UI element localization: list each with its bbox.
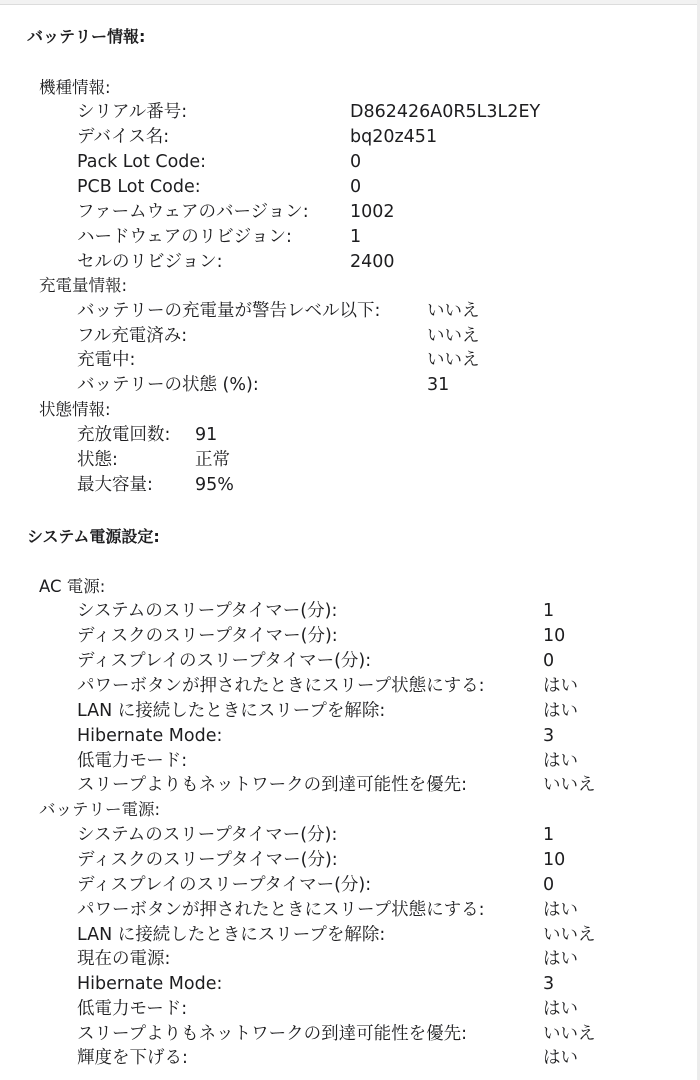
info-label: スリープよりもネットワークの到達可能性を優先: [77, 1024, 468, 1044]
info-value: 1 [543, 601, 555, 621]
info-value: いいえ [427, 301, 480, 321]
info-row-max-capacity [0, 473, 700, 498]
info-row-below-warning-level [0, 299, 700, 324]
info-row-ac-prioritize-network-reachability [0, 773, 700, 798]
ac-power-heading: AC 電源: [39, 577, 106, 596]
info-value: bq20z451 [350, 127, 438, 147]
info-value: はい [543, 949, 578, 969]
info-value: 3 [543, 726, 555, 746]
info-value: 2400 [350, 252, 395, 272]
info-label: ディスプレイのスリープタイマー(分): [77, 875, 372, 895]
info-row-battery-system-sleep-timer [0, 823, 700, 848]
window-top-edge [0, 0, 700, 5]
model-info-heading: 機種情報: [39, 78, 111, 97]
info-row-ac-system-sleep-timer [0, 599, 700, 624]
info-value: はい [543, 900, 578, 920]
info-row-cycle-count [0, 423, 700, 448]
info-label: PCB Lot Code: [77, 177, 201, 197]
info-label: LAN に接続したときにスリープを解除: [77, 925, 386, 945]
power-settings-heading: システム電源設定: [27, 527, 160, 546]
info-row-device-name [0, 125, 700, 150]
info-row-condition [0, 448, 700, 473]
info-row-battery-state-percent [0, 373, 700, 398]
info-row-serial-number [0, 100, 700, 125]
info-value: いいえ [543, 1024, 596, 1044]
info-value: いいえ [427, 326, 480, 346]
info-value: 1002 [350, 202, 395, 222]
info-label: フル充電済み: [77, 326, 188, 346]
info-label: 輝度を下げる: [77, 1048, 188, 1068]
info-row-ac-low-power-mode [0, 749, 700, 774]
info-label: ハードウェアのリビジョン: [77, 227, 292, 247]
info-value: はい [543, 751, 578, 771]
info-row-battery-sleep-on-power-button [0, 898, 700, 923]
info-label: Hibernate Mode: [77, 974, 223, 994]
info-value: 31 [427, 375, 450, 395]
info-label: LAN に接続したときにスリープを解除: [77, 701, 386, 721]
info-value: 95% [195, 475, 234, 495]
info-label: 現在の電源: [77, 949, 171, 969]
info-row-ac-display-sleep-timer [0, 649, 700, 674]
info-value: 0 [543, 651, 555, 671]
info-value: いいえ [543, 925, 596, 945]
info-label: バッテリーの充電量が警告レベル以下: [77, 301, 381, 321]
battery-info-heading: バッテリー情報: [27, 27, 146, 46]
info-value: 3 [543, 974, 555, 994]
info-row-hardware-revision [0, 225, 700, 250]
info-label: パワーボタンが押されたときにスリープ状態にする: [77, 676, 485, 696]
info-label: システムのスリープタイマー(分): [77, 601, 338, 621]
info-label: バッテリーの状態 (%): [77, 375, 259, 395]
info-value: 0 [543, 875, 555, 895]
info-value: はい [543, 999, 578, 1019]
info-row-ac-sleep-on-power-button [0, 674, 700, 699]
info-row-charging [0, 348, 700, 373]
info-value: 正常 [195, 450, 230, 470]
info-label: ファームウェアのバージョン: [77, 202, 309, 222]
info-value: D862426A0R5L3L2EY [350, 102, 541, 122]
info-row-battery-reduce-brightness [0, 1046, 700, 1071]
info-row-battery-prioritize-network-reachability [0, 1022, 700, 1047]
info-row-battery-low-power-mode [0, 997, 700, 1022]
info-value: 0 [350, 177, 362, 197]
charge-info-heading: 充電量情報: [39, 276, 128, 295]
info-label: 状態: [77, 450, 118, 470]
info-label: 低電力モード: [77, 751, 188, 771]
info-value: 10 [543, 850, 566, 870]
info-label: Pack Lot Code: [77, 152, 207, 172]
info-value: いいえ [427, 350, 480, 370]
info-value: いいえ [543, 775, 596, 795]
info-row-battery-hibernate-mode [0, 972, 700, 997]
info-value: 1 [543, 825, 555, 845]
battery-power-heading: バッテリー電源: [39, 800, 161, 819]
info-label: Hibernate Mode: [77, 726, 223, 746]
info-value: 1 [350, 227, 362, 247]
info-row-pcb-lot-code [0, 175, 700, 200]
info-label: システムのスリープタイマー(分): [77, 825, 338, 845]
info-label: セルのリビジョン: [77, 252, 223, 272]
info-row-pack-lot-code [0, 150, 700, 175]
info-value: 91 [195, 425, 218, 445]
info-label: ディスプレイのスリープタイマー(分): [77, 651, 372, 671]
info-value: はい [543, 701, 578, 721]
info-row-ac-wake-on-lan [0, 699, 700, 724]
info-row-ac-disk-sleep-timer [0, 624, 700, 649]
info-label: 充電中: [77, 350, 136, 370]
info-label: 充放電回数: [77, 425, 171, 445]
info-value: 10 [543, 626, 566, 646]
info-label: シリアル番号: [77, 102, 188, 122]
info-label: デバイス名: [77, 127, 170, 147]
info-value: はい [543, 676, 578, 696]
info-row-battery-current-power-source [0, 947, 700, 972]
info-label: ディスクのスリープタイマー(分): [77, 626, 338, 646]
info-label: ディスクのスリープタイマー(分): [77, 850, 338, 870]
info-row-battery-disk-sleep-timer [0, 848, 700, 873]
info-label: 低電力モード: [77, 999, 188, 1019]
info-row-firmware-version [0, 200, 700, 225]
info-row-fully-charged [0, 324, 700, 349]
info-label: 最大容量: [77, 475, 153, 495]
info-label: スリープよりもネットワークの到達可能性を優先: [77, 775, 468, 795]
info-value: 0 [350, 152, 362, 172]
info-row-cell-revision [0, 250, 700, 275]
info-value: はい [543, 1048, 578, 1068]
info-row-battery-wake-on-lan [0, 923, 700, 948]
health-info-heading: 状態情報: [39, 400, 111, 419]
info-label: パワーボタンが押されたときにスリープ状態にする: [77, 900, 485, 920]
info-row-ac-hibernate-mode [0, 724, 700, 749]
info-row-battery-display-sleep-timer [0, 873, 700, 898]
